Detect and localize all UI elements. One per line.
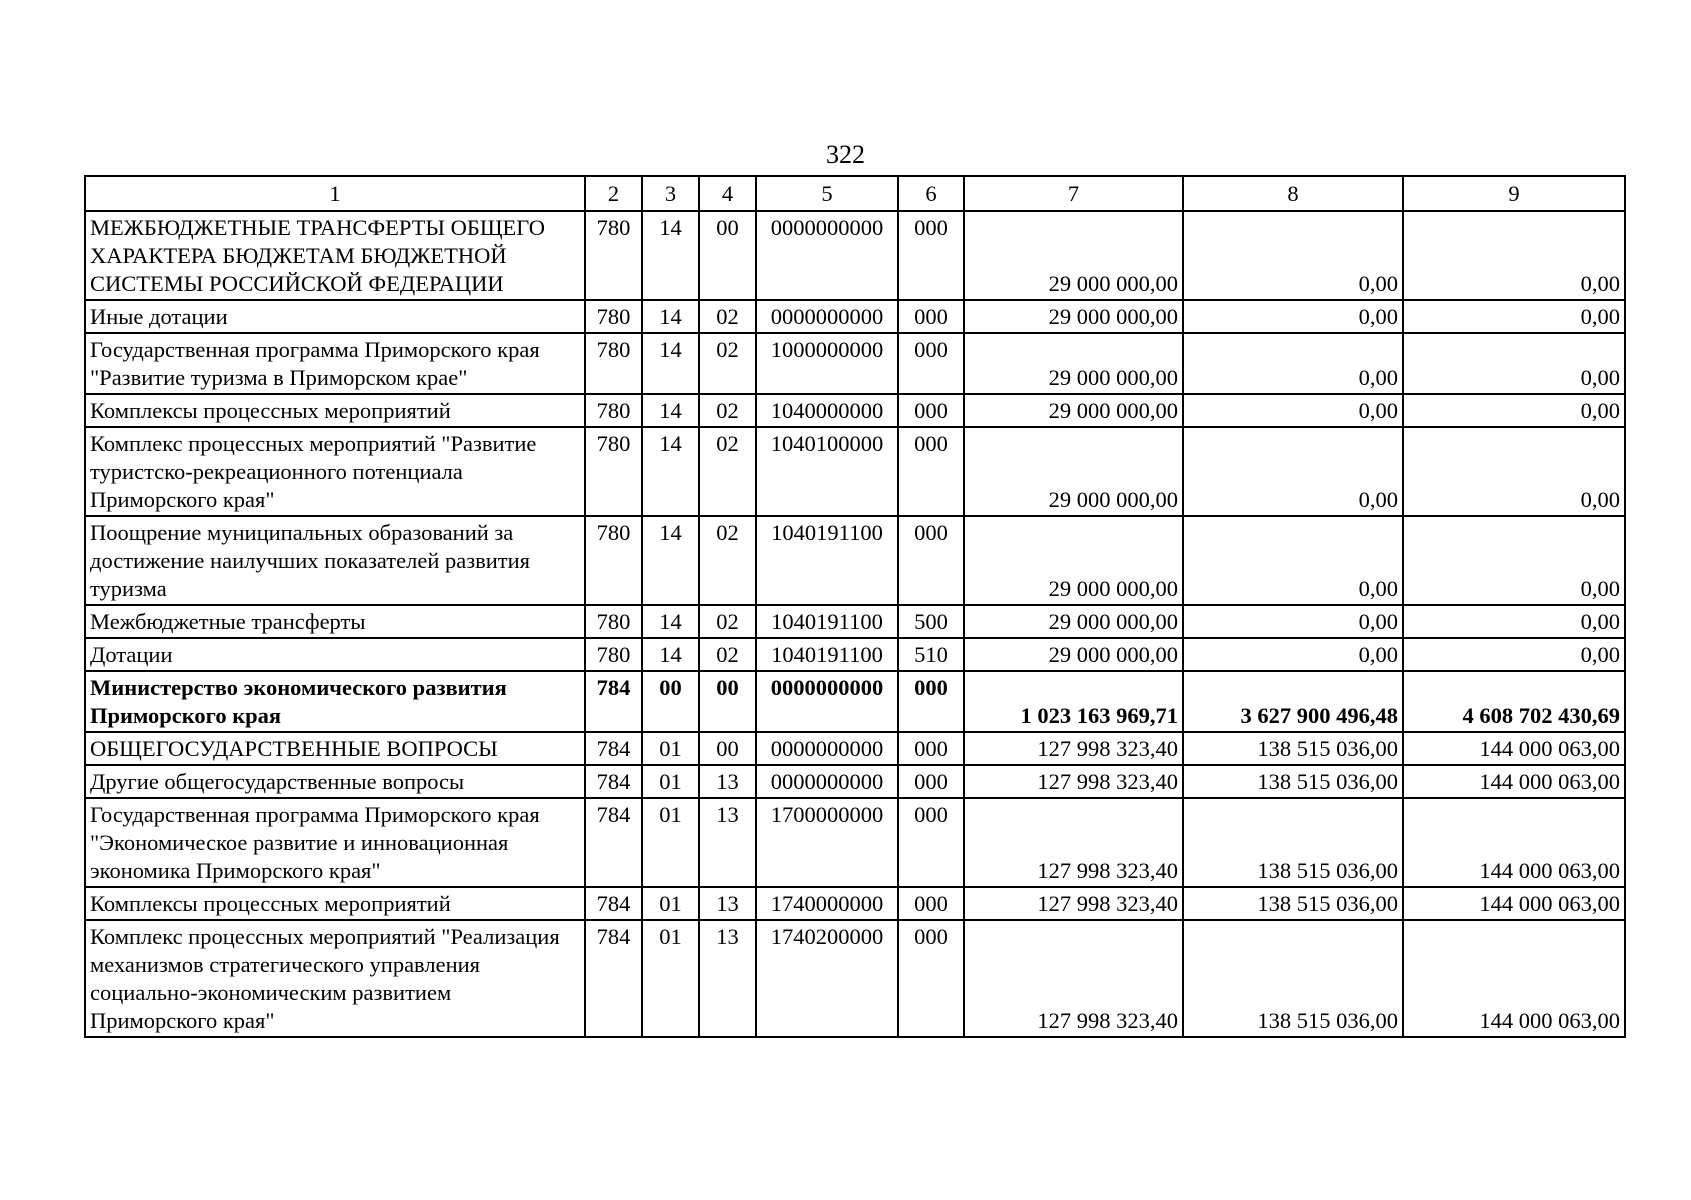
row-code-4: 02 [699,427,756,516]
row-amount-9: 144 000 063,00 [1403,887,1625,920]
row-code-2: 784 [585,887,642,920]
row-code-5: 1000000000 [756,333,898,394]
row-name: Государственная программа Приморского края "Экономическое развитие и инновационная экономика Приморского края" [85,798,585,887]
row-name: Иные дотации [85,300,585,333]
row-code-5: 0000000000 [756,732,898,765]
row-amount-7: 29 000 000,00 [964,300,1183,333]
row-code-5: 0000000000 [756,211,898,300]
row-amount-9: 0,00 [1403,605,1625,638]
table-row [85,638,1625,671]
row-amount-8: 138 515 036,00 [1183,887,1403,920]
row-amount-7: 29 000 000,00 [964,394,1183,427]
header-cell-5: 5 [756,176,898,211]
row-code-4: 13 [699,798,756,887]
row-code-4: 13 [699,765,756,798]
row-name: Комплекс процессных мероприятий "Реализация механизмов стратегического управления социально-экономическим развитием Приморского края" [85,920,585,1037]
row-amount-7: 29 000 000,00 [964,516,1183,605]
row-code-3: 14 [642,605,699,638]
row-code-5: 1740000000 [756,887,898,920]
row-code-5: 0000000000 [756,671,898,732]
row-code-3: 14 [642,333,699,394]
row-amount-7: 29 000 000,00 [964,605,1183,638]
row-amount-7: 127 998 323,40 [964,765,1183,798]
row-amount-8: 138 515 036,00 [1183,732,1403,765]
row-amount-9: 0,00 [1403,638,1625,671]
row-code-4: 00 [699,211,756,300]
header-cell-9: 9 [1403,176,1625,211]
row-code-5: 1740200000 [756,920,898,1037]
row-code-2: 784 [585,671,642,732]
header-cell-4: 4 [699,176,756,211]
row-code-3: 14 [642,516,699,605]
row-code-2: 780 [585,333,642,394]
row-code-6: 000 [898,427,964,516]
row-amount-9: 144 000 063,00 [1403,765,1625,798]
row-code-4: 02 [699,300,756,333]
row-code-6: 000 [898,333,964,394]
row-code-2: 780 [585,427,642,516]
table-row [85,732,1625,765]
row-name: Поощрение муниципальных образований за достижение наилучших показателей развития туризма [85,516,585,605]
row-amount-9: 0,00 [1403,333,1625,394]
table-row [85,516,1625,605]
row-amount-9: 0,00 [1403,211,1625,300]
row-amount-9: 0,00 [1403,300,1625,333]
row-code-4: 02 [699,394,756,427]
header-cell-6: 6 [898,176,964,211]
row-code-4: 13 [699,887,756,920]
row-code-3: 14 [642,211,699,300]
row-amount-9: 0,00 [1403,516,1625,605]
row-amount-9: 144 000 063,00 [1403,732,1625,765]
row-code-3: 14 [642,638,699,671]
row-name: Министерство экономического развития Приморского края [85,671,585,732]
budget-table-body [85,211,1625,1037]
row-code-5: 0000000000 [756,765,898,798]
row-name: Межбюджетные трансферты [85,605,585,638]
row-code-4: 00 [699,671,756,732]
row-name: Комплексы процессных мероприятий [85,887,585,920]
row-code-2: 780 [585,516,642,605]
row-code-6: 000 [898,798,964,887]
row-code-2: 784 [585,732,642,765]
header-row [85,176,1625,211]
table-row [85,211,1625,300]
row-name: Государственная программа Приморского края "Развитие туризма в Приморском крае" [85,333,585,394]
row-amount-8: 138 515 036,00 [1183,798,1403,887]
row-code-2: 780 [585,211,642,300]
table-row [85,300,1625,333]
table-row [85,765,1625,798]
row-code-6: 000 [898,516,964,605]
row-code-3: 14 [642,427,699,516]
row-code-2: 780 [585,394,642,427]
row-code-4: 02 [699,333,756,394]
row-amount-8: 138 515 036,00 [1183,920,1403,1037]
row-name: МЕЖБЮДЖЕТНЫЕ ТРАНСФЕРТЫ ОБЩЕГО ХАРАКТЕРА БЮДЖЕТАМ БЮДЖЕТНОЙ СИСТЕМЫ РОССИЙСКОЙ ФЕДЕРАЦИИ [85,211,585,300]
row-code-2: 780 [585,638,642,671]
row-code-4: 00 [699,732,756,765]
row-name: Комплексы процессных мероприятий [85,394,585,427]
table-row [85,394,1625,427]
row-amount-7: 29 000 000,00 [964,333,1183,394]
row-code-4: 13 [699,920,756,1037]
row-code-6: 000 [898,732,964,765]
row-name: Дотации [85,638,585,671]
row-amount-8: 3 627 900 496,48 [1183,671,1403,732]
table-row [85,671,1625,732]
row-amount-8: 0,00 [1183,638,1403,671]
row-name: ОБЩЕГОСУДАРСТВЕННЫЕ ВОПРОСЫ [85,732,585,765]
header-cell-2: 2 [585,176,642,211]
row-code-6: 000 [898,300,964,333]
row-code-2: 784 [585,798,642,887]
row-code-3: 14 [642,394,699,427]
row-code-3: 01 [642,732,699,765]
row-code-5: 1040191100 [756,638,898,671]
row-amount-8: 0,00 [1183,300,1403,333]
row-amount-7: 127 998 323,40 [964,920,1183,1037]
table-row [85,920,1625,1037]
row-code-5: 0000000000 [756,300,898,333]
row-name: Другие общегосударственные вопросы [85,765,585,798]
row-code-2: 784 [585,920,642,1037]
row-code-6: 500 [898,605,964,638]
header-cell-8: 8 [1183,176,1403,211]
table-row [85,798,1625,887]
row-amount-9: 144 000 063,00 [1403,798,1625,887]
row-code-6: 000 [898,920,964,1037]
row-code-5: 1040000000 [756,394,898,427]
row-name: Комплекс процессных мероприятий "Развитие туристско-рекреационного потенциала Приморского края" [85,427,585,516]
table-row [85,333,1625,394]
row-amount-9: 0,00 [1403,394,1625,427]
row-amount-9: 144 000 063,00 [1403,920,1625,1037]
row-code-6: 000 [898,765,964,798]
header-cell-1: 1 [85,176,585,211]
row-code-5: 1040100000 [756,427,898,516]
row-code-4: 02 [699,516,756,605]
row-code-6: 000 [898,887,964,920]
row-code-5: 1040191100 [756,516,898,605]
row-code-3: 14 [642,300,699,333]
header-cell-7: 7 [964,176,1183,211]
row-amount-9: 4 608 702 430,69 [1403,671,1625,732]
row-amount-8: 0,00 [1183,605,1403,638]
table-row [85,427,1625,516]
row-code-3: 01 [642,798,699,887]
row-code-6: 510 [898,638,964,671]
table-row [85,887,1625,920]
row-amount-8: 0,00 [1183,516,1403,605]
row-amount-7: 29 000 000,00 [964,427,1183,516]
row-amount-7: 1 023 163 969,71 [964,671,1183,732]
row-amount-8: 0,00 [1183,211,1403,300]
page-number: 322 [826,140,865,169]
header-cell-3: 3 [642,176,699,211]
row-amount-7: 127 998 323,40 [964,798,1183,887]
row-amount-7: 127 998 323,40 [964,732,1183,765]
budget-table [84,175,1626,1038]
row-code-5: 1700000000 [756,798,898,887]
row-code-3: 01 [642,765,699,798]
table-row [85,605,1625,638]
row-amount-8: 0,00 [1183,333,1403,394]
row-amount-7: 29 000 000,00 [964,638,1183,671]
row-code-4: 02 [699,638,756,671]
row-code-2: 780 [585,300,642,333]
row-amount-9: 0,00 [1403,427,1625,516]
row-amount-7: 127 998 323,40 [964,887,1183,920]
row-code-5: 1040191100 [756,605,898,638]
row-amount-7: 29 000 000,00 [964,211,1183,300]
row-code-4: 02 [699,605,756,638]
row-code-6: 000 [898,211,964,300]
row-code-2: 784 [585,765,642,798]
row-code-6: 000 [898,671,964,732]
row-code-6: 000 [898,394,964,427]
row-code-3: 01 [642,887,699,920]
row-amount-8: 0,00 [1183,394,1403,427]
row-amount-8: 0,00 [1183,427,1403,516]
row-code-2: 780 [585,605,642,638]
row-code-3: 01 [642,920,699,1037]
row-code-3: 00 [642,671,699,732]
row-amount-8: 138 515 036,00 [1183,765,1403,798]
